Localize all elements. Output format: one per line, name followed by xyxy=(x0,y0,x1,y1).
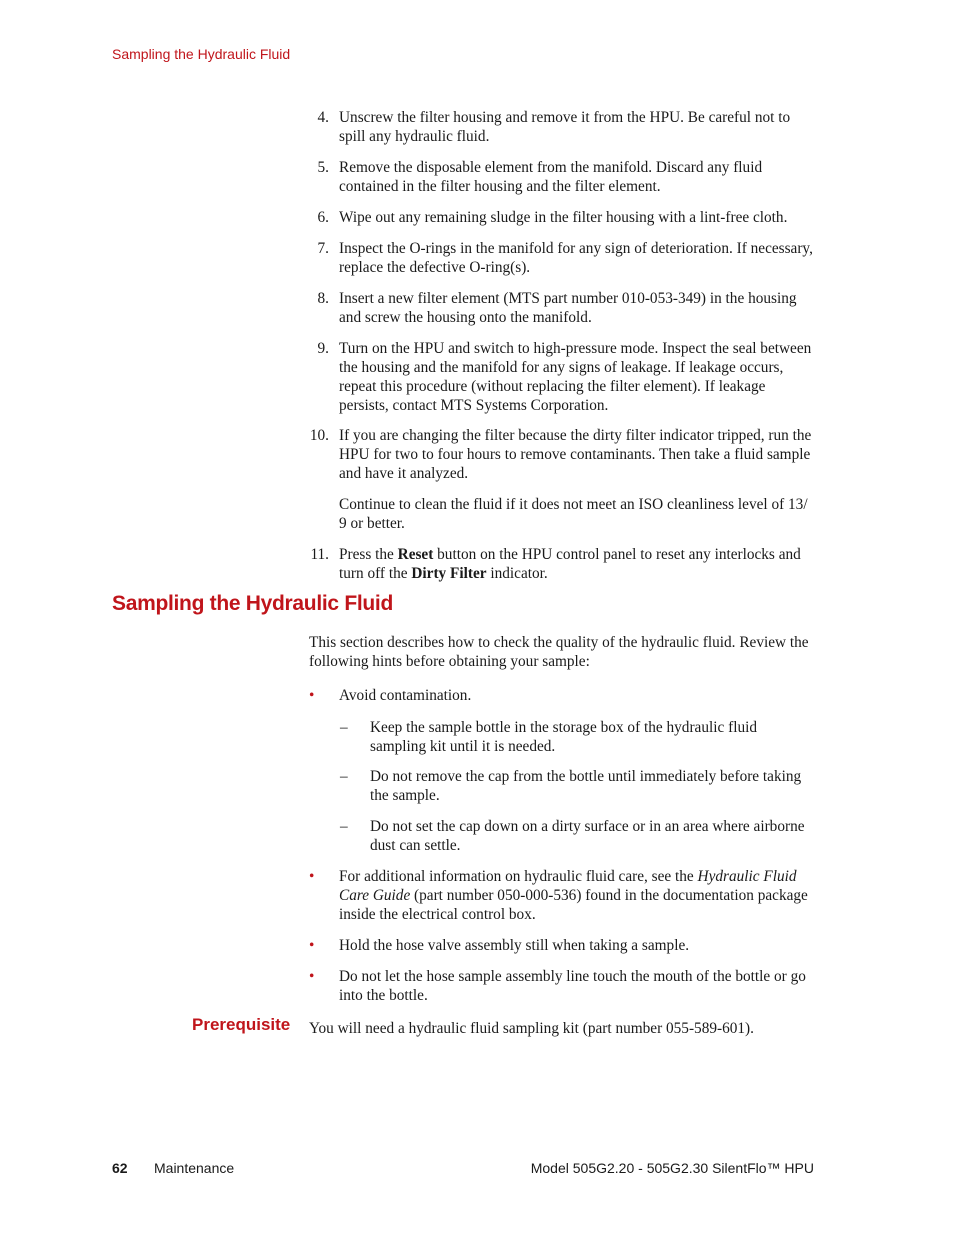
continuation-text: Continue to clean the fluid if it does not meet an ISO cleanliness level of 13/ 9 or better. xyxy=(339,496,808,532)
bullet-text xyxy=(339,867,814,924)
dash-mark: – xyxy=(340,818,348,835)
bullet-mark: • xyxy=(309,687,315,704)
step-number: 6. xyxy=(317,209,329,226)
bullet-mark: • xyxy=(309,868,315,885)
text-run: Press the xyxy=(339,546,398,563)
text-run: For additional information on hydraulic fluid care, see the xyxy=(339,868,698,885)
dirty-filter-label: Dirty Filter xyxy=(411,565,487,582)
section-intro: This section describes how to check the quality of the hydraulic fluid. Review the following hints before obtaining your sample: xyxy=(309,634,809,670)
step-number: 4. xyxy=(317,109,329,126)
step-number: 10. xyxy=(309,427,329,444)
bullet-mark: • xyxy=(309,937,315,954)
bullet-text: Do not let the hose sample assembly line touch the mouth of the bottle or go into the bottle. xyxy=(339,968,806,1004)
text-run: (part number 050-000-536) found in the documentation package inside the electrical control box. xyxy=(339,887,808,923)
page-number: 62 xyxy=(112,1160,128,1176)
dash-mark: – xyxy=(340,768,348,785)
guide-title: Hydraulic Fluid Care Guide xyxy=(339,868,797,904)
text-run: indicator. xyxy=(486,565,548,582)
text-run: button on the HPU control panel to reset any interlocks and turn off the xyxy=(339,546,801,582)
step-number: 11. xyxy=(310,546,329,563)
step-text: If you are changing the filter because the dirty filter indicator tripped, run the HPU for two to four hours to remove contaminants. Then take a fluid sample and have it analyzed. xyxy=(339,427,812,482)
step-text: Turn on the HPU and switch to high-pressure mode. Inspect the seal between the housing and the manifold for any signs of leakage. If leakage occurs, repeat this procedure (without replacing the filter element). If leakage persists, contact MTS Systems Corporation. xyxy=(339,340,812,414)
bullet-mark: • xyxy=(309,968,315,985)
step-number: 9. xyxy=(317,340,329,357)
footer-chapter: Maintenance xyxy=(154,1160,235,1176)
dash-text: Do not set the cap down on a dirty surface or in an area where airborne dust can settle. xyxy=(370,818,805,854)
step-number: 5. xyxy=(317,159,329,176)
step-text: Insert a new filter element (MTS part number 010-053-349) in the housing and screw the housing onto the manifold. xyxy=(339,290,797,326)
dash-mark: – xyxy=(340,719,348,736)
prerequisite-heading: Prerequisite xyxy=(192,1015,291,1034)
section-title: Sampling the Hydraulic Fluid xyxy=(112,592,393,615)
step-text: Unscrew the filter housing and remove it from the HPU. Be careful not to spill any hydraulic fluid. xyxy=(339,109,791,145)
dash-text: Do not remove the cap from the bottle until immediately before taking the sample. xyxy=(370,768,802,804)
running-head: Sampling the Hydraulic Fluid xyxy=(112,46,291,62)
step-text xyxy=(339,545,815,583)
bullet-text: Avoid contamination. xyxy=(339,687,472,704)
reset-button-label: Reset xyxy=(397,546,434,563)
step-number: 7. xyxy=(317,240,329,257)
step-text: Wipe out any remaining sludge in the filter housing with a lint-free cloth. xyxy=(339,209,788,226)
step-text: Remove the disposable element from the manifold. Discard any fluid contained in the filter housing and the filter element. xyxy=(339,159,763,195)
footer-model: Model 505G2.20 - 505G2.30 SilentFlo™ HPU xyxy=(530,1160,814,1176)
dash-text: Keep the sample bottle in the storage box of the hydraulic fluid sampling kit until it is needed. xyxy=(370,719,757,755)
bullet-text: Hold the hose valve assembly still when taking a sample. xyxy=(339,937,690,954)
step-number: 8. xyxy=(317,290,329,307)
step-text: Inspect the O-rings in the manifold for any sign of deterioration. If necessary, replace the defective O-ring(s). xyxy=(339,240,813,276)
prerequisite-text: You will need a hydraulic fluid sampling kit (part number 055-589-601). xyxy=(309,1020,754,1037)
